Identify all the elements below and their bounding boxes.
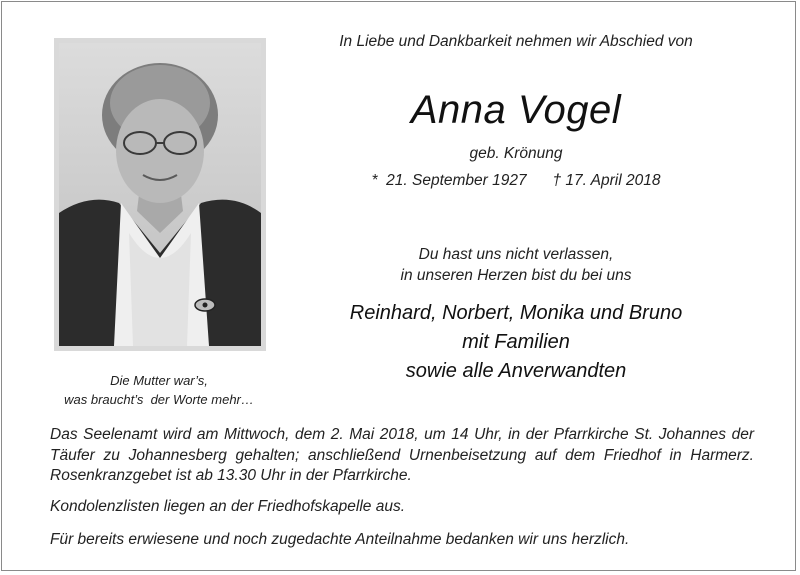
- portrait-image: [59, 43, 261, 346]
- life-dates: [296, 172, 736, 190]
- mourners-line: sowie alle Anverwandten: [405, 360, 627, 382]
- intro-line: In Liebe und Dankbarkeit nehmen wir Abschied von: [339, 33, 693, 50]
- portrait-frame: [54, 38, 266, 351]
- portrait-photo: [59, 43, 261, 346]
- birth-date: * 21. September 1927: [371, 172, 527, 189]
- quote-line: in unseren Herzen bist du bei uns: [400, 267, 632, 284]
- deceased-name: Anna Vogel: [410, 88, 622, 132]
- mourners-line: Reinhard, Norbert, Monika und Bruno: [349, 302, 683, 324]
- death-date: † 17. April 2018: [552, 172, 661, 189]
- thanks-paragraph: Für bereits erwiesene und noch zugedachte Anteilnahme bedanken wir uns herzlich.: [50, 531, 630, 548]
- memorial-quote: [296, 244, 736, 286]
- service-details: [50, 425, 754, 551]
- caption-line: was braucht’s der Worte mehr…: [64, 392, 254, 407]
- photo-caption: [30, 371, 288, 409]
- caption-line: Die Mutter war’s,: [110, 373, 208, 388]
- birth-name: geb. Krönung: [469, 145, 563, 162]
- mourners-line: mit Familien: [462, 331, 570, 353]
- quote-line: Du hast uns nicht verlassen,: [418, 246, 614, 263]
- condolence-paragraph: Kondolenzlisten liegen an der Friedhofskapelle aus.: [50, 497, 406, 515]
- mourners-list: [296, 299, 736, 386]
- service-paragraph: Das Seelenamt wird am Mittwoch, dem 2. Mai 2018, um 14 Uhr, in der Pfarrkirche St. Johannes der Täufer zu Johannesberg gehalten; anschließend Urnenbeisetzung auf dem Friedhof in Harmerz. Rosenkranzgebet ist ab 13.30 Uhr in der Pfarrkirche.: [50, 426, 754, 484]
